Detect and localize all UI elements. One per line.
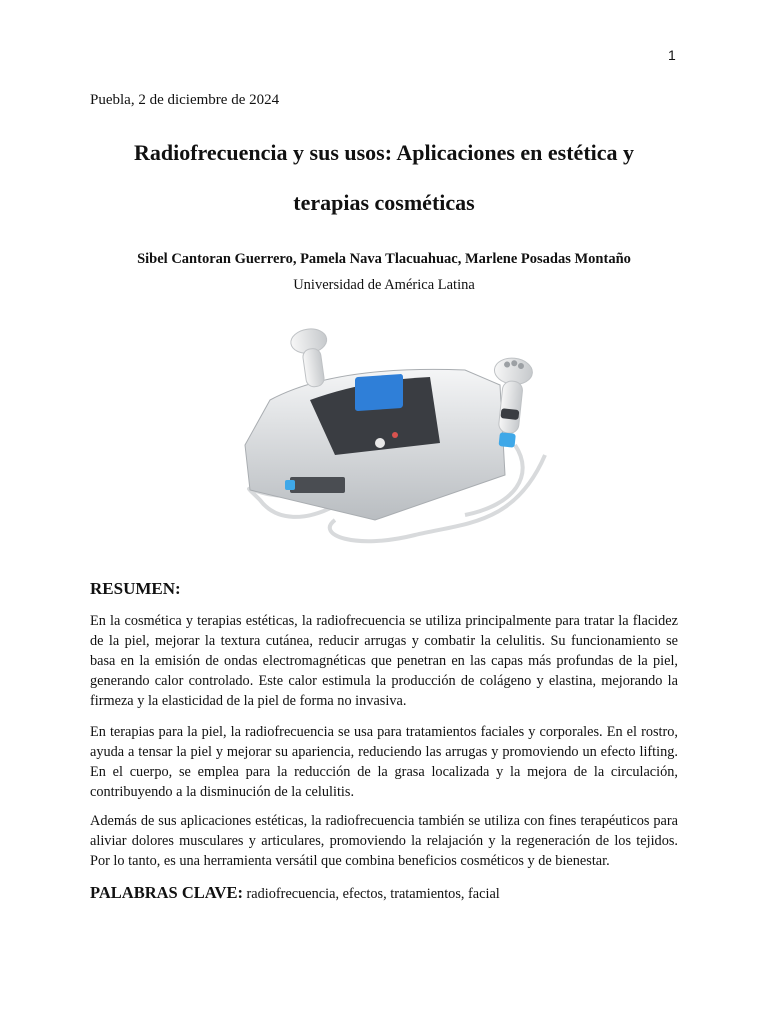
authors: Sibel Cantoran Guerrero, Pamela Nava Tlacuahuac, Marlene Posadas Montaño [137, 251, 631, 267]
section-heading-resumen: RESUMEN: [90, 579, 181, 598]
affiliation: Universidad de América Latina [293, 277, 475, 293]
abstract-paragraph: En la cosmética y terapias estéticas, la radiofrecuencia se utiliza principalmente para tratar la flacidez de la piel, mejorar la textura cutánea, reducir arrugas y combatir la celulitis. Su funcionamiento se basa en la emisión de ondas electromagnéticas que penetran en las capas más profundas de la piel, generando calor controlado. Este calor estimula la producción de colágeno y elastina, mejorando la firmeza y la elasticidad de la piel de forma no invasiva. [90, 613, 678, 709]
keywords-line [90, 883, 500, 903]
abstract-paragraph: Además de sus aplicaciones estéticas, la radiofrecuencia también se utiliza con fines terapéuticos para aliviar dolores musculares y articulares, promoviendo la relajación y la regeneración de los tejidos. Por lo tanto, es una herramienta versátil que combina beneficios cosméticos y de bienestar. [90, 813, 678, 869]
page-number: 1 [668, 47, 676, 63]
keywords-text: radiofrecuencia, efectos, tratamientos, facial [242, 886, 500, 902]
radiofrequency-device-image [215, 325, 565, 555]
abstract-paragraph: En terapias para la piel, la radiofrecuencia se usa para tratamientos faciales y corporales. En el rostro, ayuda a tensar la piel y mejorar su apariencia, reduciendo las arrugas y promoviendo un efecto lifting. En el cuerpo, se emplea para la reducción de la grasa localizada y la mejora de la circulación, contribuyendo a la disminución de la celulitis. [90, 724, 678, 800]
date-line: Puebla, 2 de diciembre de 2024 [90, 92, 280, 108]
paper-title-line-1: Radiofrecuencia y sus usos: Aplicaciones en estética y [133, 140, 635, 165]
paper-title-line-2: terapias cosméticas [293, 190, 475, 215]
keywords-label: PALABRAS CLAVE: [90, 883, 243, 902]
